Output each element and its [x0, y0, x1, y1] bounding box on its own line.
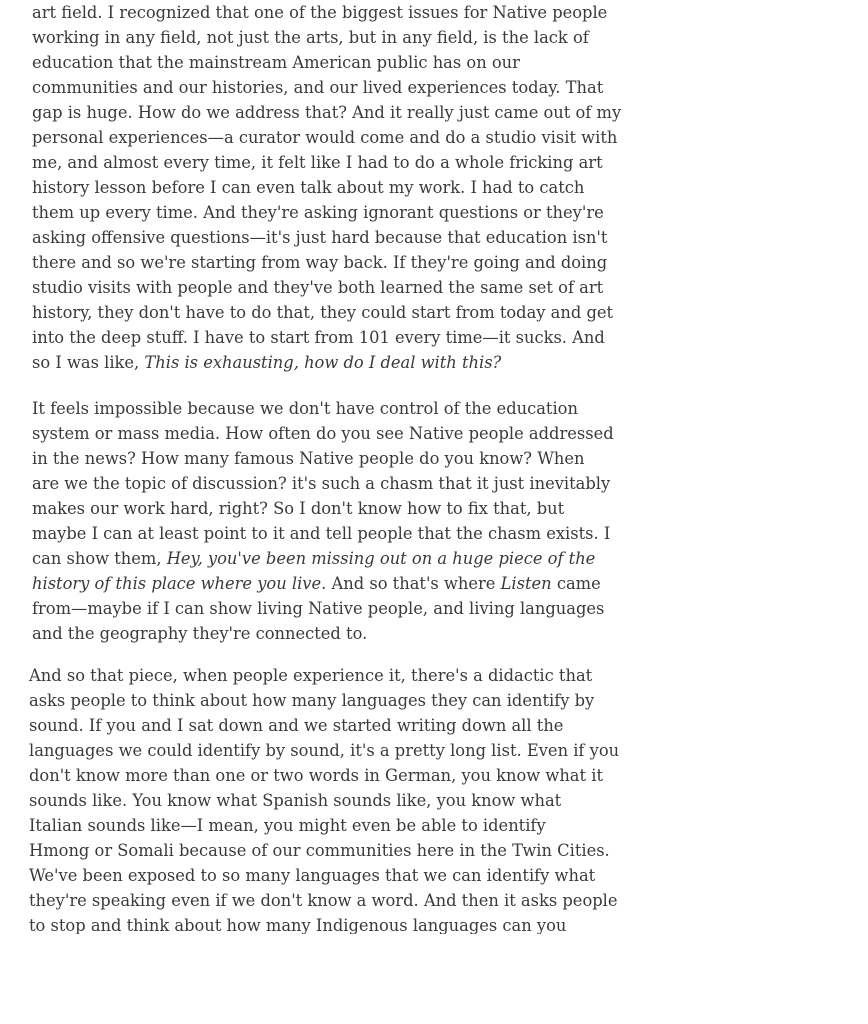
text-line — [29, 663, 619, 688]
text-run: to stop and think about how many Indigenous languages can you — [29, 916, 567, 934]
text-line — [32, 621, 614, 646]
text-line — [32, 100, 621, 125]
text-line — [29, 863, 619, 888]
text-line — [29, 738, 619, 763]
text-line — [29, 913, 619, 934]
text-run: system or mass media. How often do you see Native people addressed — [32, 424, 614, 443]
text-line — [29, 838, 619, 863]
text-line — [29, 688, 619, 713]
text-run: from—maybe if I can show living Native people, and living languages — [32, 599, 605, 618]
italic-text: Hey, you've been missing out on a huge piece of the — [166, 549, 596, 568]
paragraph — [32, 0, 621, 375]
text-run: asks people to think about how many languages they can identify by — [29, 691, 595, 710]
text-run: into the deep stuff. I have to start from 101 every time—it sucks. And — [32, 328, 605, 347]
text-run: Italian sounds like—I mean, you might even be able to identify — [29, 816, 546, 835]
text-run: history lesson before I can even talk about my work. I had to catch — [32, 178, 585, 197]
text-line — [32, 350, 621, 375]
text-run: so I was like, — [32, 353, 145, 372]
text-line — [32, 446, 614, 471]
text-line — [32, 25, 621, 50]
text-line — [32, 200, 621, 225]
text-run: can show them, — [32, 549, 167, 568]
text-line — [32, 175, 621, 200]
text-line — [32, 300, 621, 325]
text-run: makes our work hard, right? So I don't know how to fix that, but — [32, 499, 565, 518]
text-line — [29, 763, 619, 788]
text-run: And so that piece, when people experience it, there's a didactic that — [29, 666, 593, 685]
italic-text: This is exhausting, how do I deal with this? — [144, 353, 502, 372]
text-line — [32, 325, 621, 350]
text-run: education that the mainstream American public has on our — [32, 53, 520, 72]
italic-text: history of this place where you live — [32, 574, 322, 593]
text-line — [32, 521, 614, 546]
text-line — [29, 888, 619, 913]
text-run: sounds like. You know what Spanish sounds like, you know what — [29, 791, 562, 810]
text-line — [32, 471, 614, 496]
text-line — [32, 75, 621, 100]
text-run: don't know more than one or two words in German, you know what it — [29, 766, 603, 785]
text-line — [32, 50, 621, 75]
text-run: personal experiences—a curator would come and do a studio visit with — [32, 128, 618, 147]
text-run: maybe I can at least point to it and tell people that the chasm exists. I — [32, 524, 611, 543]
text-run: We've been exposed to so many languages that we can identify what — [29, 866, 596, 885]
text-run: me, and almost every time, it felt like I had to do a whole fricking art — [32, 153, 603, 172]
text-line — [32, 225, 621, 250]
text-run: studio visits with people and they've both learned the same set of art — [32, 278, 604, 297]
text-run: there and so we're starting from way back. If they're going and doing — [32, 253, 608, 272]
paragraph — [32, 396, 614, 646]
text-run: art field. I recognized that one of the biggest issues for Native people — [32, 3, 608, 22]
text-line — [32, 150, 621, 175]
text-line — [32, 250, 621, 275]
text-run: came — [551, 574, 601, 593]
text-run: in the news? How many famous Native people do you know? When — [32, 449, 585, 468]
text-run: them up every time. And they're asking ignorant questions or they're — [32, 203, 604, 222]
text-run: Hmong or Somali because of our communities here in the Twin Cities. — [29, 841, 610, 860]
text-line — [32, 0, 621, 25]
text-line — [32, 546, 614, 571]
text-line — [32, 396, 614, 421]
text-line — [32, 275, 621, 300]
italic-text: Listen — [500, 574, 552, 593]
text-run: It feels impossible because we don't have control of the education — [32, 399, 578, 418]
text-line — [32, 596, 614, 621]
text-run: communities and our histories, and our lived experiences today. That — [32, 78, 604, 97]
text-run: . And so that's where — [321, 574, 501, 593]
text-run: languages we could identify by sound, it's a pretty long list. Even if you — [29, 741, 620, 760]
text-run: gap is huge. How do we address that? And it really just came out of my — [32, 103, 622, 122]
text-line — [32, 125, 621, 150]
text-line — [29, 788, 619, 813]
text-line — [29, 813, 619, 838]
text-line — [32, 571, 614, 596]
text-run: are we the topic of discussion? it's such a chasm that it just inevitably — [32, 474, 611, 493]
paragraph — [29, 663, 619, 934]
text-run: and the geography they're connected to. — [32, 624, 368, 643]
text-line — [29, 713, 619, 738]
text-run: they're speaking even if we don't know a word. And then it asks people — [29, 891, 618, 910]
text-run: asking offensive questions—it's just hard because that education isn't — [32, 228, 608, 247]
text-line — [32, 496, 614, 521]
text-run: working in any field, not just the arts, but in any field, is the lack of — [32, 28, 589, 47]
text-run: history, they don't have to do that, they could start from today and get — [32, 303, 614, 322]
text-run: sound. If you and I sat down and we started writing down all the — [29, 716, 564, 735]
text-line — [32, 421, 614, 446]
